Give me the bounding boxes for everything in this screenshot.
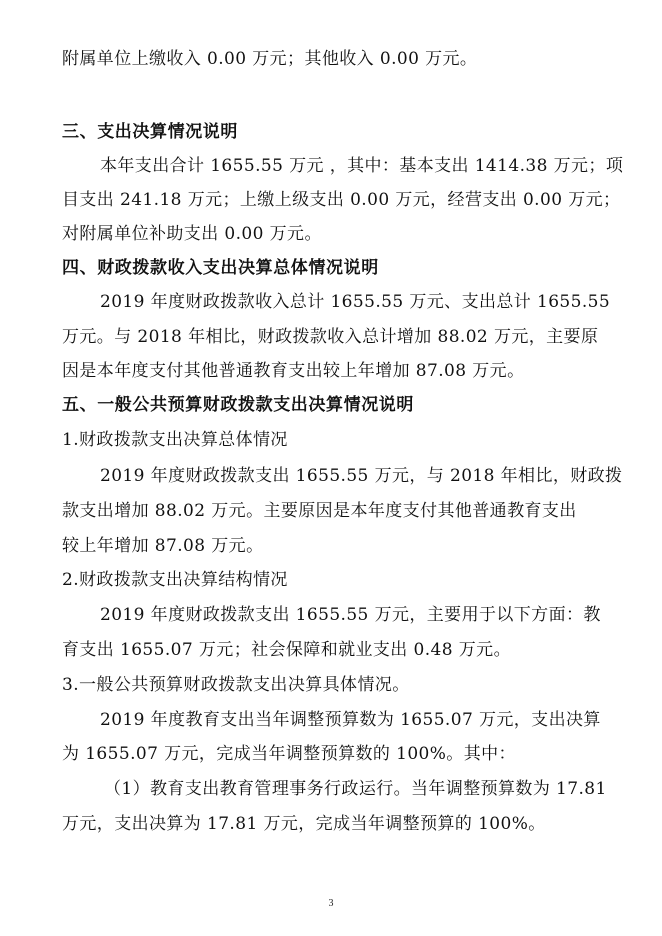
paragraph-line: 2019 年度财政拨款支出 1655.55 万元，主要用于以下方面：教 bbox=[100, 605, 601, 625]
paragraph-line: 万元。与 2018 年相比，财政拨款收入总计增加 88.02 万元，主要原 bbox=[62, 327, 599, 347]
paragraph-line: 育支出 1655.07 万元；社会保障和就业支出 0.48 万元。 bbox=[62, 640, 511, 660]
paragraph-line: 为 1655.07 万元，完成当年调整预算数的 100%。其中： bbox=[62, 744, 516, 764]
paragraph-line: 目支出 241.18 万元；上缴上级支出 0.00 万元，经营支出 0.00 万元； bbox=[62, 190, 621, 210]
paragraph-line: 2019 年度财政拨款收入总计 1655.55 万元、支出总计 1655.55 bbox=[100, 292, 611, 312]
paragraph-line: 万元，支出决算为 17.81 万元，完成当年调整预算的 100%。 bbox=[62, 814, 546, 834]
paragraph-line: 2019 年度教育支出当年调整预算数为 1655.07 万元，支出决算 bbox=[100, 710, 601, 730]
paragraph-line: （1）教育支出教育管理事务行政运行。当年调整预算数为 17.81 bbox=[104, 779, 607, 799]
paragraph-line: 2019 年度财政拨款支出 1655.55 万元，与 2018 年相比，财政拨 bbox=[100, 466, 623, 486]
section-heading-fiscal-total: 四、财政拨款收入支出决算总体情况说明 bbox=[62, 258, 379, 278]
subheading-line: 2.财政拨款支出决算结构情况 bbox=[62, 570, 288, 590]
subheading-line: 3.一般公共预算财政拨款支出决算具体情况。 bbox=[62, 675, 410, 695]
paragraph-line: 附属单位上缴收入 0.00 万元；其他收入 0.00 万元。 bbox=[62, 49, 478, 69]
page-number: 3 bbox=[328, 898, 334, 909]
paragraph-line: 因是本年度支付其他普通教育支出较上年增加 87.08 万元。 bbox=[62, 361, 525, 381]
section-heading-public-budget: 五、一般公共预算财政拨款支出决算情况说明 bbox=[62, 395, 414, 415]
paragraph-line: 较上年增加 87.08 万元。 bbox=[62, 536, 264, 556]
paragraph-line: 本年支出合计 1655.55 万元 ，其中：基本支出 1414.38 万元；项 bbox=[100, 156, 624, 176]
paragraph-line: 款支出增加 88.02 万元。主要原因是本年度支付其他普通教育支出 bbox=[62, 501, 577, 521]
paragraph-line: 对附属单位补助支出 0.00 万元。 bbox=[62, 224, 322, 244]
subheading-line: 1.财政拨款支出决算总体情况 bbox=[62, 430, 288, 450]
section-heading-expenditure: 三、支出决算情况说明 bbox=[62, 122, 238, 142]
